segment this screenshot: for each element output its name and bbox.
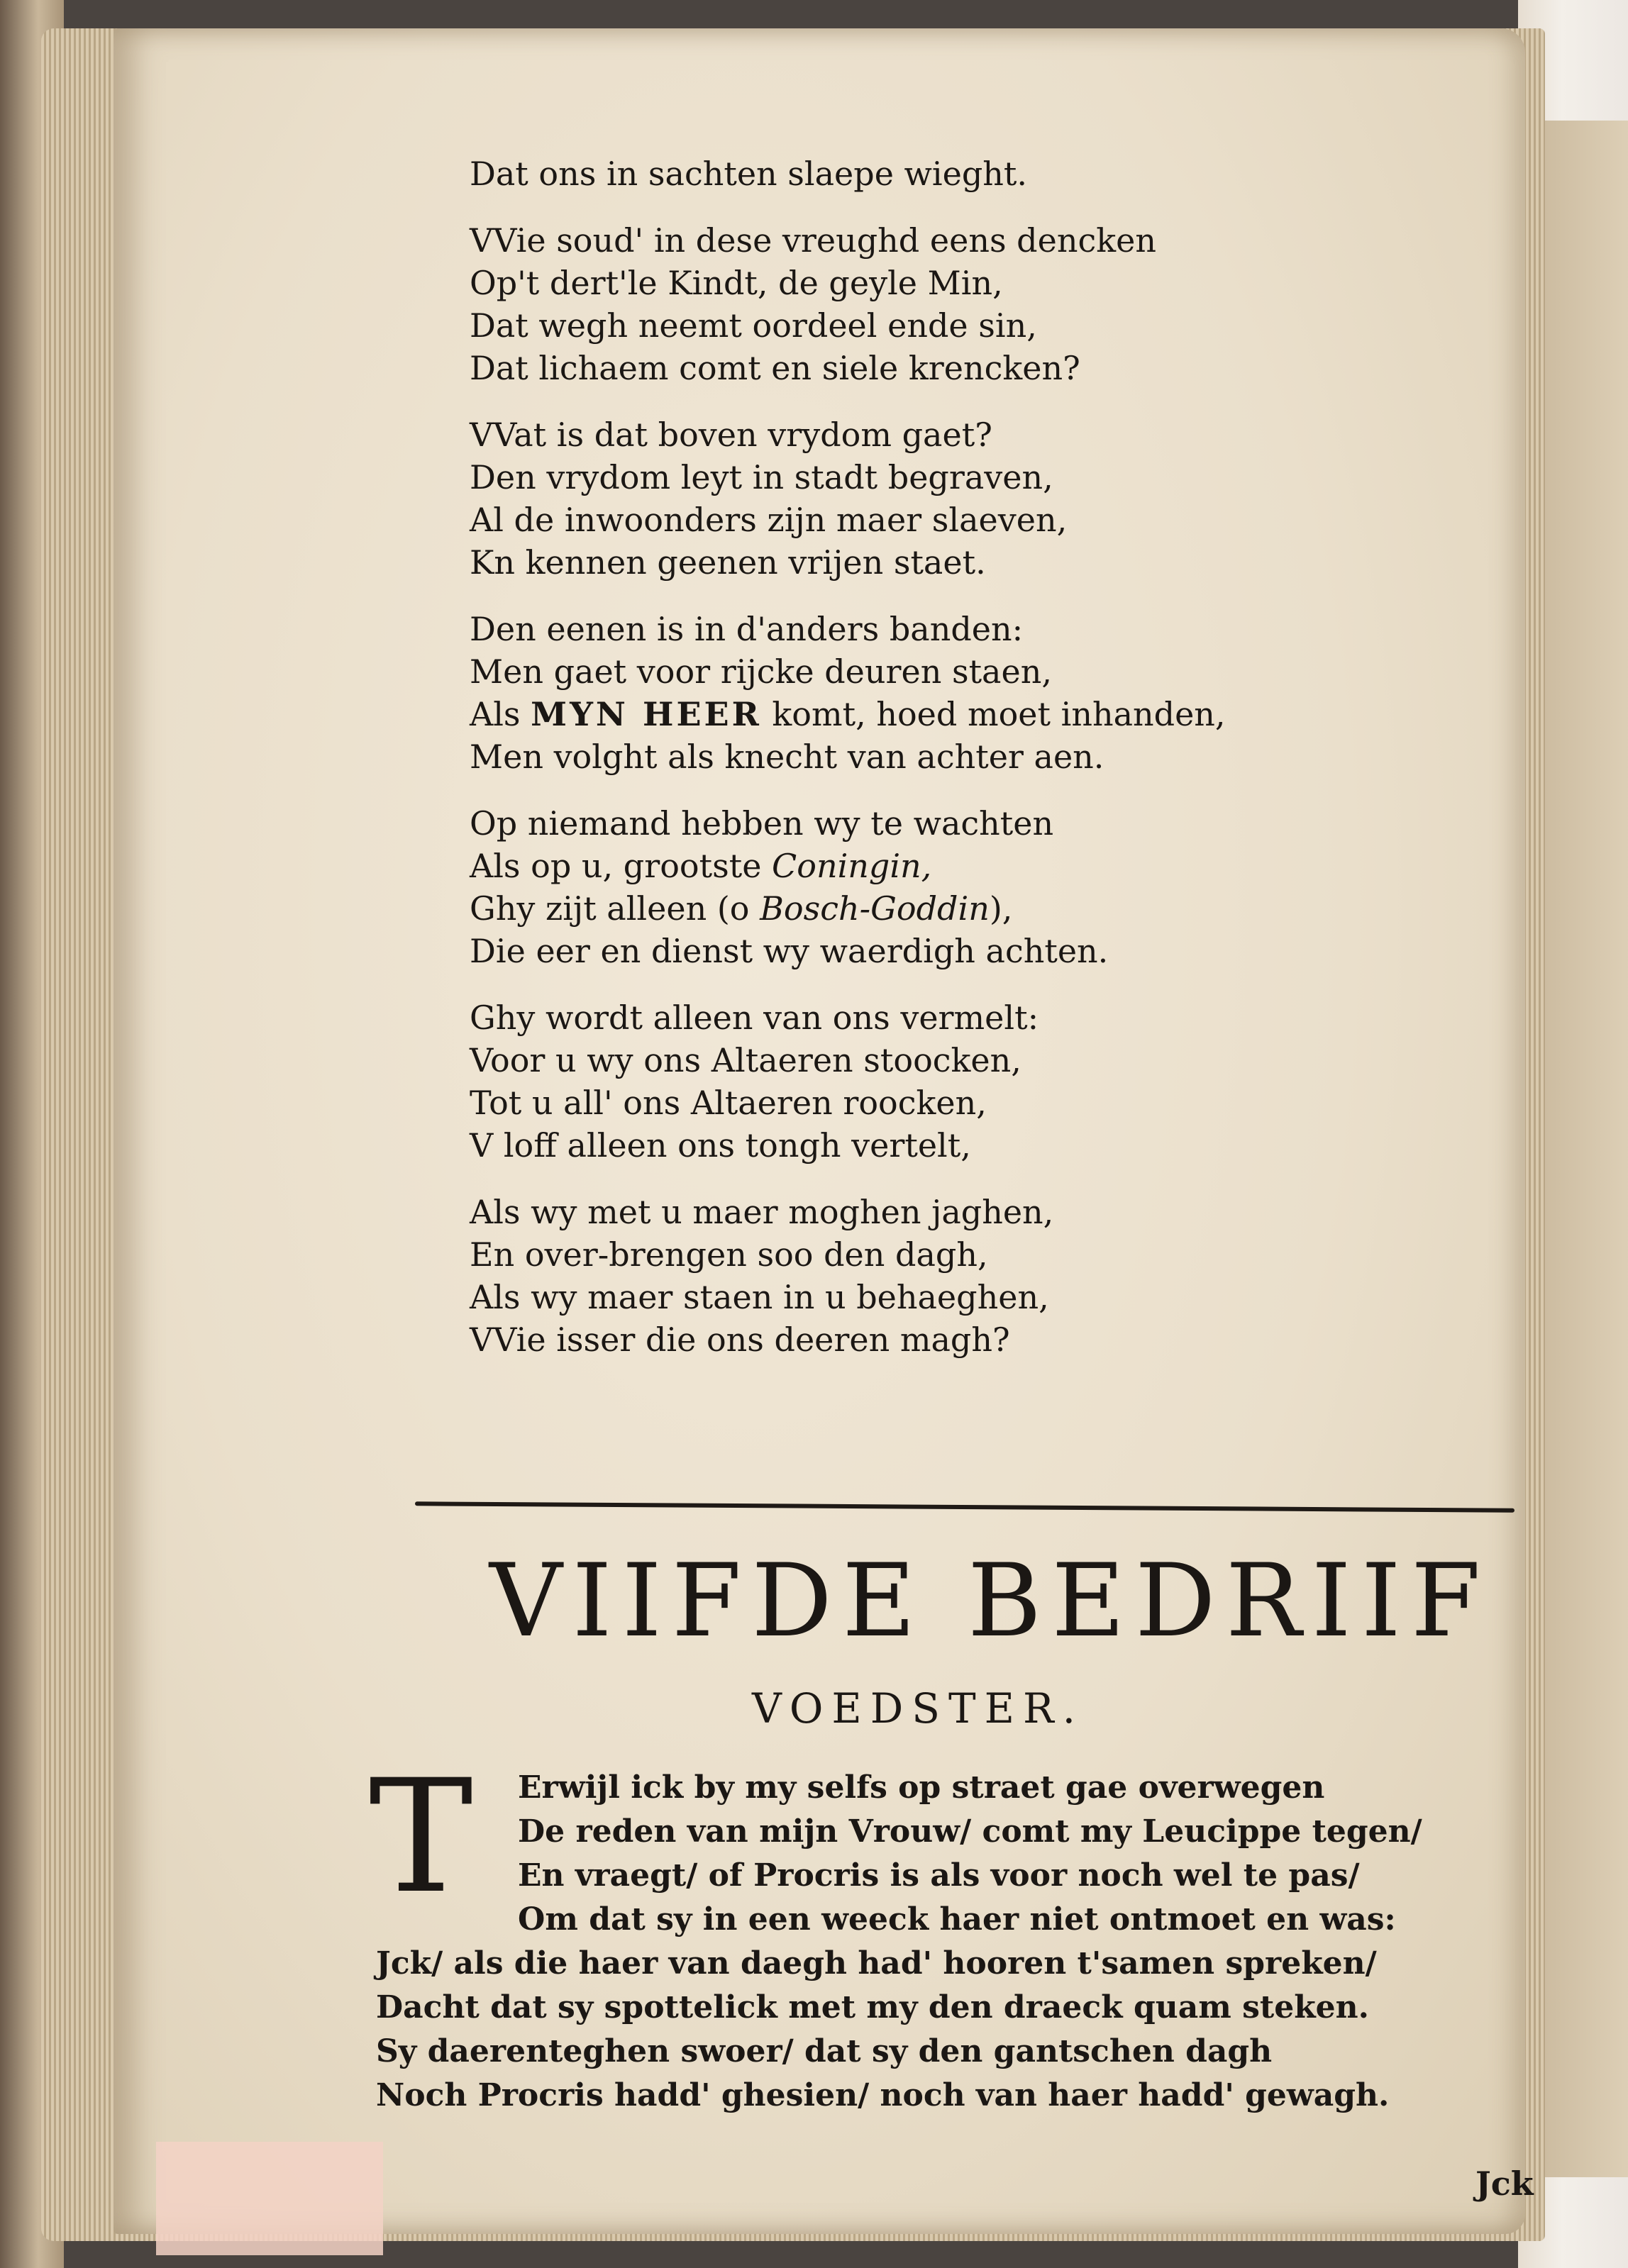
poem-line-coningin	[470, 845, 1519, 887]
italic-fragment: Bosch-Goddin	[760, 889, 990, 928]
speaker-name: VOEDSTER.	[752, 1684, 1085, 1733]
poem-line: Al de inwoonders zijn maer slaeven,	[470, 501, 1068, 539]
poem-line: Dat ons in sachten slaepe wieght.	[470, 155, 1028, 193]
poem-line: VVie soud' in dese vreughd eens dencken	[470, 221, 1156, 260]
verse-line: De reden van mijn Vrouw/ comt my Leucippe tegen/	[518, 1813, 1422, 1850]
poem-line: Als wy met u maer moghen jaghen,	[470, 1193, 1054, 1231]
poem	[470, 152, 1519, 1385]
verse-line: Jck/ als die haer van daegh had' hooren t'samen spreken/	[376, 1945, 1377, 1981]
stanza	[470, 802, 1519, 972]
poem-line: Den vrydom leyt in stadt begraven,	[470, 458, 1053, 496]
poem-line-bosch-goddin	[470, 887, 1519, 930]
small-caps-fragment: MYN HEER	[531, 695, 762, 733]
verse-line: En vraegt/ of Procris is als voor noch wel te pas/	[518, 1857, 1360, 1894]
poem-line: Ghy wordt alleen van ons vermelt:	[470, 999, 1039, 1037]
stanza	[470, 1191, 1519, 1361]
stanza	[470, 413, 1519, 584]
poem-line: Voor u wy ons Altaeren stoocken,	[470, 1041, 1021, 1079]
poem-line: Den eenen is in d'anders banden:	[470, 610, 1024, 648]
verse-line: Sy daerenteghen swoer/ dat sy den gantschen dagh	[376, 2033, 1273, 2069]
poem-line: Die eer en dienst wy waerdigh achten.	[470, 932, 1109, 970]
poem-line: En over-brengen soo den dagh,	[470, 1235, 988, 1274]
poem-line: Tot u all' ons Altaeren roocken,	[470, 1084, 987, 1122]
drop-cap: T	[369, 1746, 473, 1928]
stanza	[470, 996, 1519, 1167]
italic-fragment: Coningin,	[772, 847, 932, 885]
stanza	[470, 219, 1519, 389]
poem-line: Dat wegh neemt oordeel ende sin,	[470, 306, 1037, 345]
poem-line: VVie isser die ons deeren magh?	[470, 1321, 1010, 1359]
text-fragment: komt, hoed moet inhanden,	[761, 695, 1226, 733]
blackletter-verse	[376, 1766, 1525, 2118]
stain	[156, 2142, 383, 2255]
text-fragment: Als op u, grootste	[470, 847, 773, 885]
act-title: VIIFDE BEDRIIF	[489, 1542, 1491, 1660]
poem-line: Als wy maer staen in u behaeghen,	[470, 1278, 1049, 1316]
verse-line: Om dat sy in een weeck haer niet ontmoet en was:	[518, 1901, 1396, 1938]
verse-line: Erwijl ick by my selfs op straet gae overwegen	[518, 1769, 1325, 1806]
poem-line: Dat lichaem comt en siele krencken?	[470, 349, 1080, 387]
poem-line: Kn kennen geenen vrijen staet.	[470, 543, 986, 582]
verse-line: Noch Procris hadd' ghesien/ noch van haer hadd' gewagh.	[376, 2077, 1390, 2113]
text-fragment: Ghy zijt alleen (o	[470, 889, 760, 928]
poem-line: Op niemand hebben wy te wachten	[470, 804, 1054, 843]
verse-line: Dacht dat sy spottelick met my den draeck quam steken.	[376, 1989, 1369, 2025]
stanza	[470, 152, 1519, 195]
poem-line: Men volght als knecht van achter aen.	[470, 738, 1104, 776]
poem-line: Men gaet voor rijcke deuren staen,	[470, 652, 1052, 691]
catchword: Jck	[1475, 2164, 1534, 2203]
stanza	[470, 608, 1519, 778]
poem-line: VVat is dat boven vrydom gaet?	[470, 416, 992, 454]
poem-line: V loff alleen ons tongh vertelt,	[470, 1126, 971, 1164]
poem-line: Op't dert'le Kindt, de geyle Min,	[470, 264, 1003, 302]
text-fragment: Als	[470, 695, 531, 733]
text-fragment: ),	[989, 889, 1013, 928]
poem-line-myn-heer	[470, 693, 1519, 735]
